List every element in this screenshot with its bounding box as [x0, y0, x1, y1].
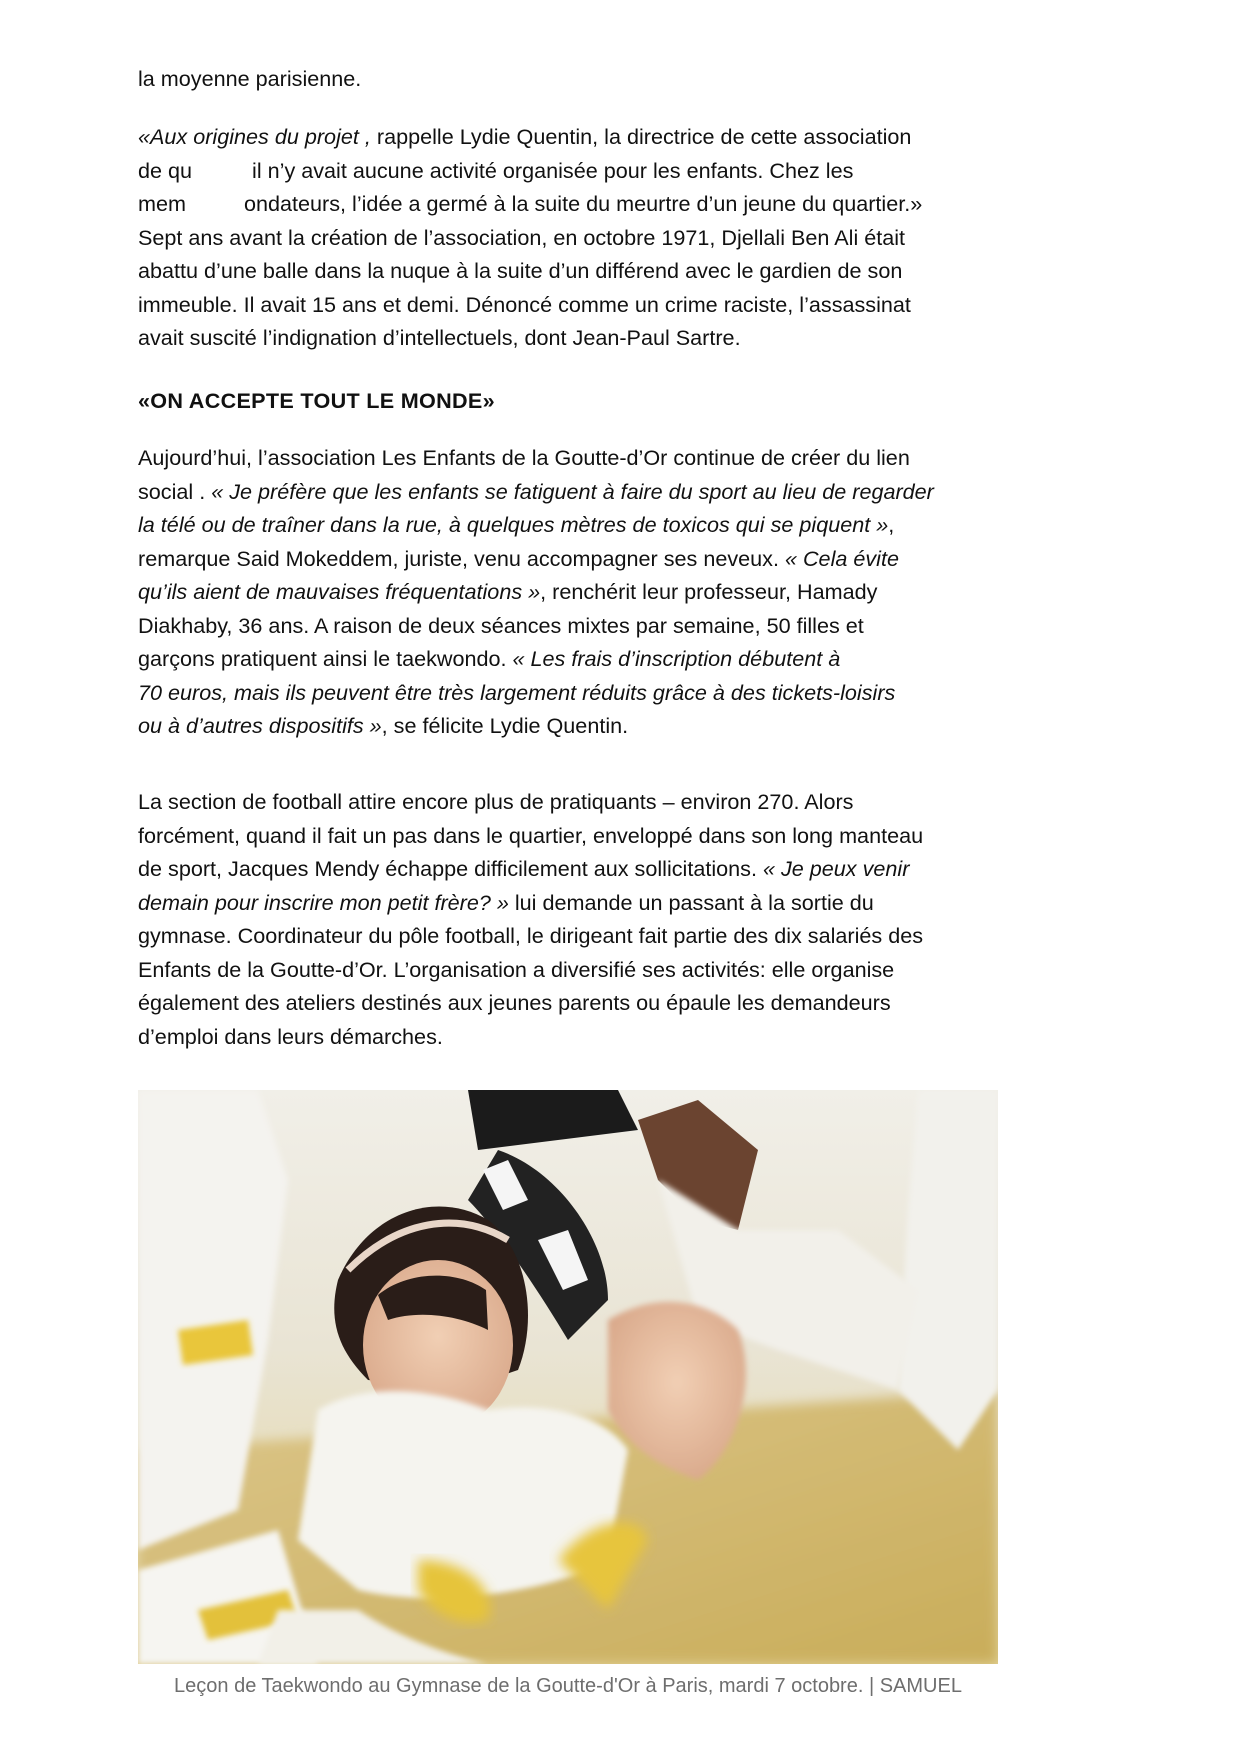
text-span: ,: [888, 512, 895, 537]
paragraph-intro-end: [138, 62, 1004, 96]
text-line: également des ateliers destinés aux jeunes parents ou épaule les demandeurs: [138, 990, 891, 1015]
quote-text: « Je peux venir: [762, 856, 910, 881]
text-line: [138, 475, 1004, 509]
paragraph-origins: [138, 120, 1004, 355]
quote-text: « Les frais d’inscription débutent à: [512, 646, 841, 671]
text-span: social .: [138, 478, 212, 504]
text-line: immeuble. Il avait 15 ans et demi. Dénoncé comme un crime raciste, l’assassinat: [138, 291, 911, 317]
text-line: La section de football attire encore plus de pratiquants – environ 270. Alors: [138, 789, 854, 814]
text-line: [138, 508, 1004, 542]
photo-caption: Leçon de Taekwondo au Gymnase de la Goutte-d'Or à Paris, mardi 7 octobre. | SAMUEL: [174, 1675, 962, 1697]
photo-illustration: [138, 1090, 998, 1664]
text-line: [138, 542, 1004, 576]
text-span: garçons pratiquent ainsi le taekwondo.: [138, 646, 513, 671]
text-line: [138, 642, 1004, 676]
text-span: mem: [138, 191, 186, 216]
text-span: de qu: [138, 157, 193, 183]
section-subhead: [138, 384, 1004, 418]
text-line: [138, 709, 1004, 743]
quote-text: ou à d’autres dispositifs »: [138, 713, 382, 738]
text-line: [138, 120, 1004, 154]
text-span: , renchérit leur professeur, Hamady: [540, 579, 878, 604]
text-line: forcément, quand il fait un pas dans le quartier, enveloppé dans son long manteau: [138, 822, 924, 848]
text-span: ondateurs, l’idée a germé à la suite du meurtre d’un jeune du quartier.»: [244, 191, 923, 216]
quote-text: « Cela évite: [784, 545, 899, 571]
text-line: d’emploi dans leurs démarches.: [138, 1023, 443, 1049]
quote-text: demain pour inscrire mon petit frère? »: [138, 889, 509, 915]
text-line: la moyenne parisienne.: [138, 66, 362, 91]
text-line: Diakhaby, 36 ans. A raison de deux séances mixtes par semaine, 50 filles et: [138, 612, 864, 638]
text-span: , se félicite Lydie Quentin.: [381, 713, 629, 738]
text-line: [138, 852, 1004, 886]
paragraph-taekwondo: [138, 441, 1004, 743]
quote-text: qu’ils aient de mauvaises fréquentations »: [138, 579, 541, 604]
text-line: [138, 575, 1004, 609]
text-span: remarque Said Mokeddem, juriste, venu accompagner ses neveux.: [138, 545, 785, 571]
text-line: [138, 187, 1004, 221]
text-span: de sport, Jacques Mendy échappe difficilement aux sollicitations.: [138, 856, 763, 881]
paragraph-football: [138, 785, 1004, 1053]
text-span: il n’y avait aucune activité organisée pour les enfants. Chez les: [252, 157, 854, 183]
text-span: rappelle Lydie Quentin, la directrice de cette association: [370, 124, 912, 149]
text-line: Sept ans avant la création de l’association, en octobre 1971, Djellali Ben Ali était: [138, 224, 906, 250]
text-line: avait suscité l’indignation d’intellectuels, dont Jean-Paul Sartre.: [138, 325, 741, 350]
quote-text: « Je préfère que les enfants se fatiguent à faire du sport au lieu de regarder: [211, 478, 934, 504]
text-line: [138, 154, 1004, 188]
quote-text: la télé ou de traîner dans la rue, à quelques mètres de toxicos qui se piquent »: [138, 512, 889, 537]
quote-text: «Aux origines du projet ,: [138, 124, 371, 149]
text-line: gymnase. Coordinateur du pôle football, le dirigeant fait partie des dix salariés des: [138, 923, 924, 948]
text-span: lui demande un passant à la sortie du: [508, 889, 874, 915]
subhead-text: «ON ACCEPTE TOUT LE MONDE»: [138, 388, 495, 413]
text-line: [138, 886, 1004, 920]
text-line: abattu d’une balle dans la nuque à la suite d’un différend avec le gardien de son: [138, 258, 903, 283]
taekwondo-photo: [138, 1090, 998, 1664]
text-line: Aujourd’hui, l’association Les Enfants de la Goutte-d’Or continue de créer du lien: [138, 445, 910, 470]
quote-line: 70 euros, mais ils peuvent être très largement réduits grâce à des tickets-loisirs: [138, 679, 896, 705]
text-line: Enfants de la Goutte-d’Or. L’organisation a diversifié ses activités: elle organise: [138, 956, 895, 982]
